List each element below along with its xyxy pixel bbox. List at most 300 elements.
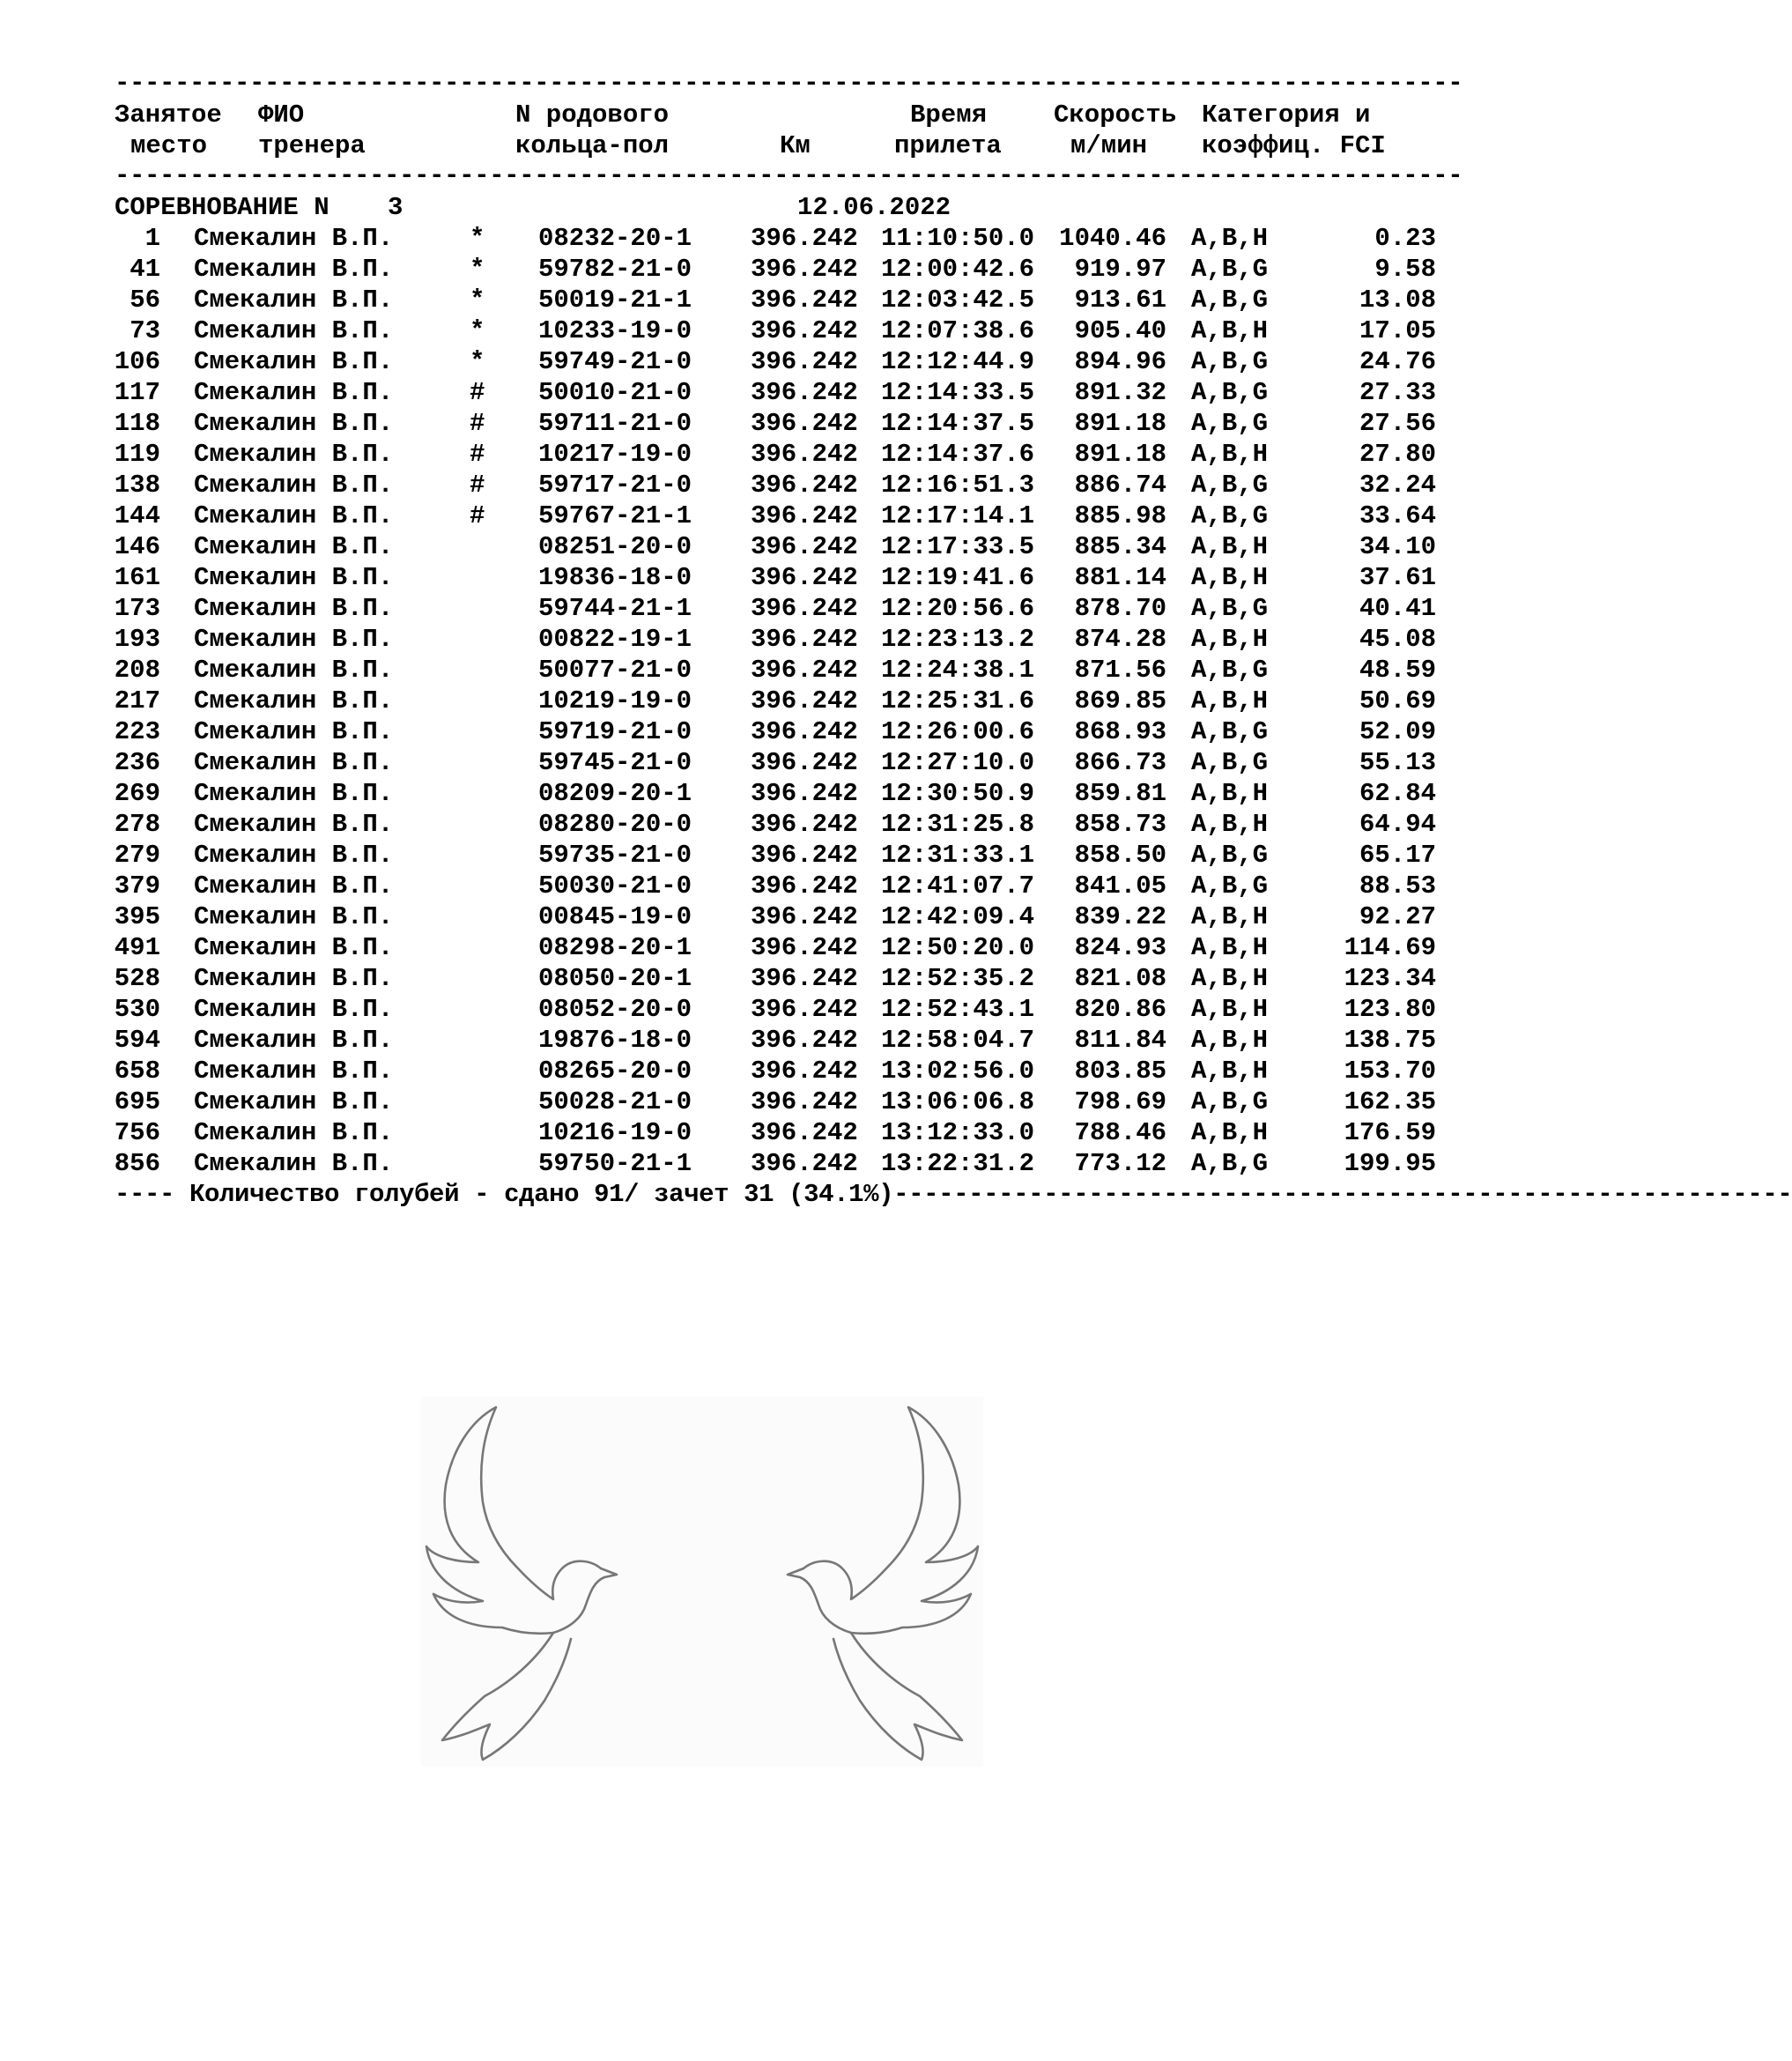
speed-cell: 891.32	[1074, 378, 1166, 407]
trainer-cell: Смекалин В.П.	[194, 378, 394, 407]
col-place-subtitle: место	[130, 131, 208, 160]
km-cell: 396.242	[751, 964, 858, 993]
time-cell: 12:31:25.8	[881, 810, 1035, 839]
trainer-cell: Смекалин В.П.	[194, 285, 394, 315]
km-cell: 396.242	[751, 378, 858, 407]
time-cell: 12:52:35.2	[881, 964, 1035, 993]
place-cell: 193	[114, 625, 160, 654]
km-cell: 396.242	[751, 255, 858, 284]
col-speed-title: Скорость	[1054, 100, 1177, 130]
trainer-cell: Смекалин В.П.	[194, 347, 394, 376]
time-cell: 12:03:42.5	[881, 285, 1035, 315]
km-cell: 396.242	[751, 625, 858, 654]
summary-text: Количество голубей - сдано 91/ зачет 31 (34.1%)	[189, 1180, 894, 1209]
place-cell: 695	[114, 1087, 160, 1116]
table-row	[115, 500, 1436, 531]
time-cell: 12:20:56.6	[881, 594, 1035, 623]
place-cell: 161	[114, 563, 160, 592]
speed-cell: 820.86	[1074, 995, 1166, 1024]
category-cell: A,B,H	[1191, 779, 1269, 808]
trainer-cell: Смекалин В.П.	[194, 409, 394, 438]
ring-cell: 50030-21-0	[538, 871, 692, 901]
category-cell: A,B,H	[1191, 810, 1269, 839]
place-cell: 41	[130, 255, 160, 284]
coefficient-cell: 34.10	[1359, 532, 1436, 561]
mark-cell: #	[470, 471, 485, 500]
mark-cell: #	[470, 501, 485, 530]
place-cell: 1	[144, 224, 160, 253]
coefficient-cell: 64.94	[1359, 810, 1436, 839]
trainer-cell: Смекалин В.П.	[194, 871, 394, 901]
speed-cell: 868.93	[1074, 717, 1166, 746]
trainer-cell: Смекалин В.П.	[194, 810, 394, 839]
time-cell: 12:24:38.1	[881, 656, 1035, 685]
coefficient-cell: 27.56	[1359, 409, 1436, 438]
time-cell: 12:12:44.9	[881, 347, 1035, 376]
place-cell: 236	[114, 748, 160, 777]
km-cell: 396.242	[751, 717, 858, 746]
speed-cell: 878.70	[1074, 594, 1166, 623]
table-row	[115, 346, 1436, 377]
place-cell: 146	[114, 532, 160, 561]
ring-cell: 59767-21-1	[538, 501, 692, 530]
speed-cell: 905.40	[1074, 316, 1166, 345]
ring-cell: 19876-18-0	[538, 1026, 692, 1055]
category-cell: A,B,H	[1191, 532, 1269, 561]
speed-cell: 874.28	[1074, 625, 1166, 654]
time-cell: 12:14:33.5	[881, 378, 1035, 407]
place-cell: 528	[114, 964, 160, 993]
trainer-cell: Смекалин В.П.	[194, 563, 394, 592]
speed-cell: 841.05	[1074, 871, 1166, 901]
category-cell: A,B,G	[1191, 471, 1269, 500]
ring-cell: 59744-21-1	[538, 594, 692, 623]
km-cell: 396.242	[751, 285, 858, 315]
km-cell: 396.242	[751, 224, 858, 253]
table-row	[115, 1025, 1436, 1056]
ring-cell: 08280-20-0	[538, 810, 692, 839]
place-cell: 217	[114, 686, 160, 715]
category-cell: A,B,G	[1191, 347, 1269, 376]
place-cell: 117	[114, 378, 160, 407]
trainer-cell: Смекалин В.П.	[194, 656, 394, 685]
time-cell: 12:16:51.3	[881, 471, 1035, 500]
time-cell: 12:17:33.5	[881, 532, 1035, 561]
speed-cell: 1040.46	[1059, 224, 1166, 253]
coefficient-cell: 123.80	[1344, 995, 1436, 1024]
col-cat-title: Категория и	[1202, 100, 1371, 130]
time-cell: 12:23:13.2	[881, 625, 1035, 654]
category-cell: A,B,G	[1191, 656, 1269, 685]
coefficient-cell: 17.05	[1359, 316, 1436, 345]
place-cell: 491	[114, 933, 160, 962]
time-cell: 12:27:10.0	[881, 748, 1035, 777]
km-cell: 396.242	[751, 409, 858, 438]
mark-cell: *	[470, 347, 485, 376]
coefficient-cell: 52.09	[1359, 717, 1436, 746]
km-cell: 396.242	[751, 316, 858, 345]
ring-cell: 59711-21-0	[538, 409, 692, 438]
col-ring-subtitle: кольца-пол	[515, 131, 670, 160]
mark-cell: #	[470, 440, 485, 469]
category-cell: A,B,H	[1191, 686, 1269, 715]
km-cell: 396.242	[751, 933, 858, 962]
col-speed-subtitle: м/мин	[1070, 131, 1148, 160]
top-rule: ------------------------------------------------------------------------------------------	[115, 69, 1463, 98]
place-cell: 119	[114, 440, 160, 469]
speed-cell: 839.22	[1074, 902, 1166, 931]
place-cell: 138	[114, 471, 160, 500]
coefficient-cell: 0.23	[1374, 224, 1436, 253]
coefficient-cell: 88.53	[1359, 871, 1436, 901]
km-cell: 396.242	[751, 1149, 858, 1178]
ring-cell: 50028-21-0	[538, 1087, 692, 1116]
ring-cell: 59735-21-0	[538, 841, 692, 870]
place-cell: 395	[114, 902, 160, 931]
table-row	[115, 686, 1436, 716]
summary-line	[115, 1179, 1792, 1210]
header-rule: ------------------------------------------------------------------------------------------	[115, 161, 1463, 190]
table-row	[115, 778, 1436, 809]
coefficient-cell: 33.64	[1359, 501, 1436, 530]
trainer-cell: Смекалин В.П.	[194, 841, 394, 870]
trainer-cell: Смекалин В.П.	[194, 501, 394, 530]
table-row	[115, 624, 1436, 655]
speed-cell: 881.14	[1074, 563, 1166, 592]
col-place-title: Занятое	[115, 100, 222, 130]
category-cell: A,B,G	[1191, 594, 1269, 623]
time-cell: 12:26:00.6	[881, 717, 1035, 746]
time-cell: 12:58:04.7	[881, 1026, 1035, 1055]
ring-cell: 19836-18-0	[538, 563, 692, 592]
category-cell: A,B,G	[1191, 1087, 1269, 1116]
trainer-cell: Смекалин В.П.	[194, 440, 394, 469]
coefficient-cell: 176.59	[1344, 1118, 1436, 1147]
category-cell: A,B,G	[1191, 378, 1269, 407]
speed-cell: 866.73	[1074, 748, 1166, 777]
ring-cell: 08265-20-0	[538, 1056, 692, 1086]
ring-cell: 08050-20-1	[538, 964, 692, 993]
category-cell: A,B,H	[1191, 933, 1269, 962]
trainer-cell: Смекалин В.П.	[194, 224, 394, 253]
category-cell: A,B,H	[1191, 902, 1269, 931]
table-row	[115, 901, 1436, 932]
km-cell: 396.242	[751, 501, 858, 530]
km-cell: 396.242	[751, 1026, 858, 1055]
category-cell: A,B,H	[1191, 224, 1269, 253]
ring-cell: 00822-19-1	[538, 625, 692, 654]
coefficient-cell: 138.75	[1344, 1026, 1436, 1055]
col-name-title: ФИО	[258, 100, 305, 130]
km-cell: 396.242	[751, 686, 858, 715]
km-cell: 396.242	[751, 810, 858, 839]
category-cell: A,B,H	[1191, 1026, 1269, 1055]
time-cell: 12:25:31.6	[881, 686, 1035, 715]
ring-cell: 08052-20-0	[538, 995, 692, 1024]
speed-cell: 824.93	[1074, 933, 1166, 962]
time-cell: 12:19:41.6	[881, 563, 1035, 592]
ring-cell: 10219-19-0	[538, 686, 692, 715]
ring-cell: 59719-21-0	[538, 717, 692, 746]
table-row	[115, 408, 1436, 439]
table-row	[115, 315, 1436, 346]
table-row	[115, 1148, 1436, 1179]
table-row	[115, 716, 1436, 747]
coefficient-cell: 37.61	[1359, 563, 1436, 592]
speed-cell: 798.69	[1074, 1087, 1166, 1116]
place-cell: 279	[114, 841, 160, 870]
trainer-cell: Смекалин В.П.	[194, 686, 394, 715]
km-cell: 396.242	[751, 471, 858, 500]
table-row	[115, 1086, 1436, 1117]
table-row	[115, 840, 1436, 871]
km-cell: 396.242	[751, 871, 858, 901]
speed-cell: 919.97	[1074, 255, 1166, 284]
competition-number: 3	[388, 193, 404, 222]
trainer-cell: Смекалин В.П.	[194, 471, 394, 500]
speed-cell: 869.85	[1074, 686, 1166, 715]
speed-cell: 859.81	[1074, 779, 1166, 808]
speed-cell: 811.84	[1074, 1026, 1166, 1055]
trainer-cell: Смекалин В.П.	[194, 316, 394, 345]
trainer-cell: Смекалин В.П.	[194, 933, 394, 962]
coefficient-cell: 50.69	[1359, 686, 1436, 715]
ring-cell: 08209-20-1	[538, 779, 692, 808]
summary-tail-rule: ------------------------------------------------------------	[893, 1180, 1792, 1209]
ring-cell: 59745-21-0	[538, 748, 692, 777]
time-cell: 12:42:09.4	[881, 902, 1035, 931]
ring-cell: 08251-20-0	[538, 532, 692, 561]
coefficient-cell: 27.33	[1359, 378, 1436, 407]
coefficient-cell: 45.08	[1359, 625, 1436, 654]
trainer-cell: Смекалин В.П.	[194, 1087, 394, 1116]
speed-cell: 871.56	[1074, 656, 1166, 685]
trainer-cell: Смекалин В.П.	[194, 1118, 394, 1147]
ring-cell: 59750-21-1	[538, 1149, 692, 1178]
category-cell: A,B,G	[1191, 841, 1269, 870]
coefficient-cell: 153.70	[1344, 1056, 1436, 1086]
speed-cell: 773.12	[1074, 1149, 1166, 1178]
trainer-cell: Смекалин В.П.	[194, 1149, 394, 1178]
place-cell: 756	[114, 1118, 160, 1147]
ring-cell: 59717-21-0	[538, 471, 692, 500]
header-line-2	[115, 130, 1436, 161]
category-cell: A,B,G	[1191, 255, 1269, 284]
place-cell: 56	[130, 285, 160, 315]
category-cell: A,B,G	[1191, 501, 1269, 530]
category-cell: A,B,H	[1191, 995, 1269, 1024]
category-cell: A,B,H	[1191, 964, 1269, 993]
category-cell: A,B,G	[1191, 285, 1269, 315]
coefficient-cell: 27.80	[1359, 440, 1436, 469]
col-cat-subtitle: коэффиц. FCI	[1202, 131, 1386, 160]
km-cell: 396.242	[751, 532, 858, 561]
trainer-cell: Смекалин В.П.	[194, 1056, 394, 1086]
table-row	[115, 254, 1436, 285]
summary-lead-rule: ----	[115, 1180, 190, 1209]
mark-cell: *	[470, 316, 485, 345]
time-cell: 11:10:50.0	[881, 224, 1035, 253]
coefficient-cell: 199.95	[1344, 1149, 1436, 1178]
mark-cell: #	[470, 378, 485, 407]
place-cell: 658	[114, 1056, 160, 1086]
coefficient-cell: 24.76	[1359, 347, 1436, 376]
km-cell: 396.242	[751, 748, 858, 777]
category-cell: A,B,H	[1191, 316, 1269, 345]
time-cell: 12:30:50.9	[881, 779, 1035, 808]
ring-cell: 08298-20-1	[538, 933, 692, 962]
table-row	[115, 809, 1436, 840]
trainer-cell: Смекалин В.П.	[194, 964, 394, 993]
header-line-1	[115, 100, 1436, 130]
mark-cell: #	[470, 409, 485, 438]
time-cell: 12:52:43.1	[881, 995, 1035, 1024]
ring-cell: 59782-21-0	[538, 255, 692, 284]
coefficient-cell: 55.13	[1359, 748, 1436, 777]
category-cell: A,B,G	[1191, 748, 1269, 777]
speed-cell: 886.74	[1074, 471, 1166, 500]
speed-cell: 891.18	[1074, 409, 1166, 438]
competition-label: СОРЕВНОВАНИЕ N	[115, 193, 330, 222]
col-name-subtitle: тренера	[258, 131, 366, 160]
coefficient-cell: 40.41	[1359, 594, 1436, 623]
time-cell: 13:12:33.0	[881, 1118, 1035, 1147]
time-cell: 12:31:33.1	[881, 841, 1035, 870]
place-cell: 856	[114, 1149, 160, 1178]
category-cell: A,B,G	[1191, 1149, 1269, 1178]
km-cell: 396.242	[751, 594, 858, 623]
km-cell: 396.242	[751, 995, 858, 1024]
trainer-cell: Смекалин В.П.	[194, 625, 394, 654]
table-row	[115, 1117, 1436, 1148]
table-row	[115, 593, 1436, 624]
coefficient-cell: 114.69	[1344, 933, 1436, 962]
km-cell: 396.242	[751, 841, 858, 870]
mark-cell: *	[470, 285, 485, 315]
trainer-cell: Смекалин В.П.	[194, 255, 394, 284]
category-cell: A,B,H	[1191, 625, 1269, 654]
place-cell: 118	[114, 409, 160, 438]
category-cell: A,B,H	[1191, 1118, 1269, 1147]
table-row	[115, 439, 1436, 470]
col-time-subtitle: прилета	[894, 131, 1002, 160]
col-time-title: Время	[910, 100, 988, 130]
col-ring-title: N родового	[515, 100, 670, 130]
competition-date: 12.06.2022	[797, 193, 952, 222]
speed-cell: 885.34	[1074, 532, 1166, 561]
time-cell: 13:22:31.2	[881, 1149, 1035, 1178]
km-cell: 396.242	[751, 1118, 858, 1147]
speed-cell: 913.61	[1074, 285, 1166, 315]
table-row	[115, 747, 1436, 778]
trainer-cell: Смекалин В.П.	[194, 995, 394, 1024]
km-cell: 396.242	[751, 779, 858, 808]
time-cell: 12:41:07.7	[881, 871, 1035, 901]
table-row	[115, 223, 1436, 254]
km-cell: 396.242	[751, 347, 858, 376]
place-cell: 144	[114, 501, 160, 530]
coefficient-cell: 62.84	[1359, 779, 1436, 808]
trainer-cell: Смекалин В.П.	[194, 748, 394, 777]
time-cell: 12:07:38.6	[881, 316, 1035, 345]
speed-cell: 788.46	[1074, 1118, 1166, 1147]
place-cell: 173	[114, 594, 160, 623]
speed-cell: 821.08	[1074, 964, 1166, 993]
trainer-cell: Смекалин В.П.	[194, 779, 394, 808]
time-cell: 12:50:20.0	[881, 933, 1035, 962]
place-cell: 278	[114, 810, 160, 839]
ring-cell: 59749-21-0	[538, 347, 692, 376]
km-cell: 396.242	[751, 1087, 858, 1116]
table-row	[115, 963, 1436, 994]
coefficient-cell: 13.08	[1359, 285, 1436, 315]
ring-cell: 00845-19-0	[538, 902, 692, 931]
ring-cell: 10216-19-0	[538, 1118, 692, 1147]
coefficient-cell: 162.35	[1344, 1087, 1436, 1116]
coefficient-cell: 32.24	[1359, 471, 1436, 500]
category-cell: A,B,G	[1191, 409, 1269, 438]
table-row	[115, 285, 1436, 315]
trainer-cell: Смекалин В.П.	[194, 594, 394, 623]
col-km-title: Км	[780, 131, 811, 160]
category-cell: A,B,G	[1191, 717, 1269, 746]
speed-cell: 858.50	[1074, 841, 1166, 870]
trainer-cell: Смекалин В.П.	[194, 532, 394, 561]
table-row	[115, 470, 1436, 500]
table-row	[115, 531, 1436, 562]
place-cell: 530	[114, 995, 160, 1024]
coefficient-cell: 65.17	[1359, 841, 1436, 870]
speed-cell: 858.73	[1074, 810, 1166, 839]
place-cell: 594	[114, 1026, 160, 1055]
ring-cell: 08232-20-1	[538, 224, 692, 253]
km-cell: 396.242	[751, 440, 858, 469]
table-row	[115, 871, 1436, 901]
table-row	[115, 655, 1436, 686]
table-row	[115, 1056, 1436, 1086]
place-cell: 73	[130, 316, 160, 345]
time-cell: 12:17:14.1	[881, 501, 1035, 530]
table-row	[115, 932, 1436, 963]
km-cell: 396.242	[751, 902, 858, 931]
category-cell: A,B,G	[1191, 871, 1269, 901]
competition-line	[115, 192, 1436, 223]
trainer-cell: Смекалин В.П.	[194, 902, 394, 931]
trainer-cell: Смекалин В.П.	[194, 717, 394, 746]
ring-cell: 50010-21-0	[538, 378, 692, 407]
table-row	[115, 562, 1436, 593]
speed-cell: 803.85	[1074, 1056, 1166, 1086]
place-cell: 379	[114, 871, 160, 901]
mark-cell: *	[470, 255, 485, 284]
ring-cell: 10233-19-0	[538, 316, 692, 345]
trainer-cell: Смекалин В.П.	[194, 1026, 394, 1055]
coefficient-cell: 9.58	[1374, 255, 1436, 284]
speed-cell: 894.96	[1074, 347, 1166, 376]
place-cell: 269	[114, 779, 160, 808]
coefficient-cell: 92.27	[1359, 902, 1436, 931]
coefficient-cell: 123.34	[1344, 964, 1436, 993]
table-row	[115, 994, 1436, 1025]
category-cell: A,B,H	[1191, 563, 1269, 592]
mark-cell: *	[470, 224, 485, 253]
coefficient-cell: 48.59	[1359, 656, 1436, 685]
two-doves-icon	[421, 1397, 983, 1767]
ring-cell: 10217-19-0	[538, 440, 692, 469]
category-cell: A,B,H	[1191, 1056, 1269, 1086]
speed-cell: 891.18	[1074, 440, 1166, 469]
ring-cell: 50019-21-1	[538, 285, 692, 315]
